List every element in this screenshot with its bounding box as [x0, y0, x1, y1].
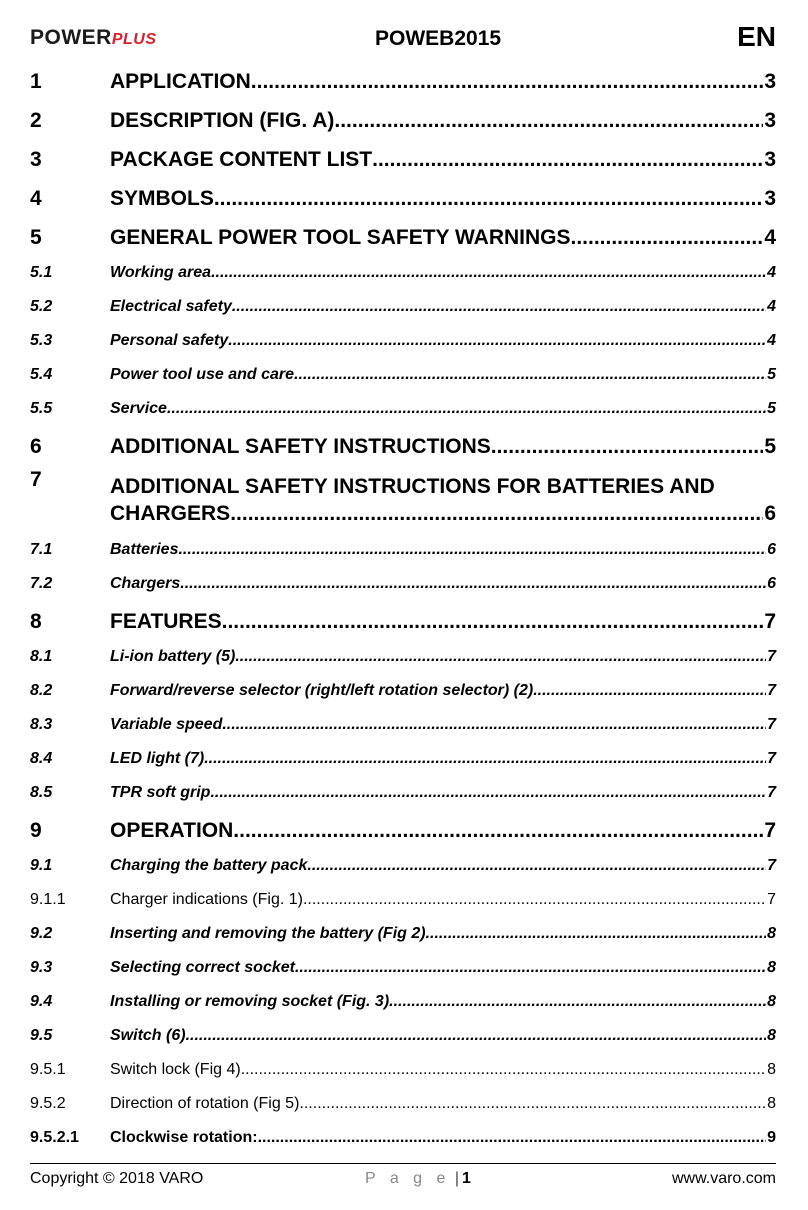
toc-entry-number: 7.2 [30, 575, 53, 592]
toc-entry-title: ADDITIONAL SAFETY INSTRUCTIONS [110, 435, 491, 458]
toc-leader [204, 750, 766, 768]
toc-entry-number: 4 [30, 187, 42, 210]
toc-leader [307, 857, 766, 875]
toc-entry-title: Switch lock (Fig 4) [110, 1061, 241, 1078]
toc-entry-title: Li-ion battery (5) [110, 648, 236, 665]
toc-entry-number: 5.4 [30, 366, 53, 383]
toc-subentry[interactable] [30, 532, 776, 566]
toc-entry-title: Batteries [110, 541, 179, 558]
toc-entry-number: 5 [30, 226, 42, 249]
toc-entry-number: 9 [30, 819, 42, 842]
brand-logo: POWERPLUS [30, 26, 157, 49]
toc-entry-title: Forward/reverse selector (right/left rotation selector) (2) [110, 682, 534, 699]
toc-subentry[interactable] [30, 775, 776, 809]
footer-divider [30, 1163, 776, 1164]
toc-entry-number: 2 [30, 109, 42, 132]
toc-entry-title: Inserting and removing the battery (Fig 2) [110, 925, 426, 942]
toc-entry-page: 8 [767, 993, 776, 1010]
table-of-contents [30, 60, 776, 1154]
toc-entry-number: 3 [30, 148, 42, 171]
page-header [0, 0, 808, 60]
toc-entry-title: Selecting correct socket [110, 959, 295, 976]
toc-subentry[interactable] [30, 639, 776, 673]
toc-entry-title: SYMBOLS [110, 187, 214, 210]
toc-entry-number: 8.5 [30, 784, 53, 801]
toc-entry-page: 6 [764, 502, 776, 525]
toc-entry-page: 3 [764, 187, 776, 210]
toc-subentry[interactable] [30, 566, 776, 600]
toc-subentry[interactable] [30, 323, 776, 357]
toc-subsubentry[interactable] [30, 1120, 776, 1154]
toc-subentry[interactable] [30, 950, 776, 984]
toc-leader [251, 70, 764, 94]
toc-subentry[interactable] [30, 916, 776, 950]
page-indicator [365, 1170, 471, 1188]
toc-entry-number: 6 [30, 435, 42, 458]
toc-entry-title: APPLICATION [110, 70, 251, 93]
toc-entry-page: 6 [767, 575, 776, 592]
toc-entry-page: 3 [764, 70, 776, 93]
toc-entry-page: 8 [767, 959, 776, 976]
toc-entry-title-line2: CHARGERS [110, 502, 231, 525]
toc-subentry[interactable] [30, 357, 776, 391]
toc-entry-number: 7.1 [30, 541, 53, 558]
toc-entry-page: 5 [767, 366, 776, 383]
toc-entry-title: GENERAL POWER TOOL SAFETY WARNINGS [110, 226, 571, 249]
toc-entry-title: Personal safety [110, 332, 229, 349]
toc-leader [294, 366, 766, 384]
toc-entry-number: 9.5 [30, 1027, 53, 1044]
toc-entry-number: 8.2 [30, 682, 53, 699]
toc-entry-title-line1: ADDITIONAL SAFETY INSTRUCTIONS FOR BATTERIES AND [110, 475, 715, 498]
toc-entry-number: 5.3 [30, 332, 53, 349]
toc-entry-number: 9.1 [30, 857, 53, 874]
toc-subentry[interactable] [30, 391, 776, 425]
page-label: P a g e [365, 1170, 451, 1187]
toc-leader [372, 148, 763, 172]
model-number: POWEB2015 [375, 27, 502, 50]
toc-entry[interactable] [30, 464, 776, 532]
toc-entry-title: Charger indications (Fig. 1) [110, 891, 303, 908]
toc-entry-number: 9.5.2.1 [30, 1129, 79, 1146]
toc-entry-title: PACKAGE CONTENT LIST [110, 148, 373, 171]
toc-entry-page: 9 [767, 1129, 776, 1146]
toc-entry-page: 8 [767, 1095, 776, 1112]
toc-entry[interactable] [30, 809, 776, 848]
toc-subentry[interactable] [30, 741, 776, 775]
toc-entry-page: 5 [764, 435, 776, 458]
toc-leader [334, 109, 763, 133]
toc-entry-title: OPERATION [110, 819, 234, 842]
toc-leader [211, 264, 766, 282]
toc-entry-title: Chargers [110, 575, 181, 592]
toc-entry-page: 7 [767, 648, 776, 665]
toc-entry-page: 7 [767, 891, 776, 908]
toc-entry-title: Variable speed [110, 716, 223, 733]
toc-entry-page: 4 [764, 226, 776, 249]
toc-entry-number: 9.5.1 [30, 1061, 66, 1078]
toc-entry-title: Switch (6) [110, 1027, 186, 1044]
toc-leader [241, 1061, 766, 1079]
toc-entry[interactable] [30, 600, 776, 639]
page-separator: | [454, 1170, 460, 1187]
toc-entry-page: 8 [767, 1027, 776, 1044]
toc-entry-title: TPR soft grip [110, 784, 211, 801]
toc-subentry[interactable] [30, 707, 776, 741]
toc-entry-title: Direction of rotation (Fig 5) [110, 1095, 300, 1112]
toc-entry[interactable] [30, 99, 776, 138]
toc-entry-page: 7 [767, 682, 776, 699]
toc-leader [214, 187, 763, 211]
website-link[interactable]: www.varo.com [671, 1170, 776, 1187]
toc-entry-title: Power tool use and care [110, 366, 295, 383]
toc-entry-title: LED light (7) [110, 750, 205, 767]
toc-subentry[interactable] [30, 848, 776, 882]
toc-entry-number: 8.3 [30, 716, 53, 733]
toc-leader [299, 1095, 766, 1113]
page-number: 1 [462, 1170, 471, 1187]
toc-subsubentry[interactable] [30, 1052, 776, 1086]
toc-entry-page: 5 [767, 400, 776, 417]
toc-entry-title: Charging the battery pack [110, 857, 308, 874]
toc-entry-number: 5.5 [30, 400, 53, 417]
toc-entry-page: 7 [764, 819, 776, 842]
toc-entry-title: FEATURES [110, 610, 222, 633]
toc-entry-number: 5.1 [30, 264, 53, 281]
toc-leader [303, 891, 766, 909]
toc-entry-title: Clockwise rotation: [110, 1129, 258, 1146]
toc-entry[interactable] [30, 177, 776, 216]
toc-entry-number: 9.3 [30, 959, 53, 976]
toc-leader [235, 648, 766, 666]
toc-entry-page: 7 [767, 750, 776, 767]
toc-leader [210, 784, 766, 802]
toc-entry-page: 3 [764, 148, 776, 171]
page-footer [30, 1170, 776, 1194]
toc-subsubentry[interactable] [30, 1086, 776, 1120]
toc-leader [186, 1027, 767, 1045]
toc-leader [426, 925, 767, 943]
language-code: EN [737, 21, 776, 52]
toc-entry-page: 8 [767, 925, 776, 942]
toc-entry-number: 5.2 [30, 298, 53, 315]
toc-leader [222, 716, 766, 734]
toc-entry[interactable] [30, 60, 776, 99]
toc-entry-page: 4 [767, 264, 776, 281]
toc-entry-title: Installing or removing socket (Fig. 3) [110, 993, 390, 1010]
toc-leader [258, 1129, 767, 1147]
toc-subentry[interactable] [30, 1018, 776, 1052]
toc-leader [167, 400, 766, 418]
toc-entry-page: 3 [764, 109, 776, 132]
toc-leader [230, 500, 763, 527]
copyright-text: Copyright © 2018 VARO [30, 1170, 204, 1187]
toc-entry-title: Electrical safety [110, 298, 232, 315]
toc-subentry[interactable] [30, 289, 776, 323]
toc-entry-number: 9.2 [30, 925, 53, 942]
toc-entry-page: 4 [767, 332, 776, 349]
toc-entry-title: DESCRIPTION (FIG. A) [110, 109, 335, 132]
toc-entry-page: 4 [767, 298, 776, 315]
toc-leader [295, 959, 766, 977]
toc-entry-title: Working area [110, 264, 212, 281]
toc-leader [180, 575, 766, 593]
toc-leader [389, 993, 766, 1011]
toc-entry-page: 7 [767, 716, 776, 733]
toc-leader [571, 226, 764, 250]
toc-entry-page: 6 [767, 541, 776, 558]
toc-entry-number: 9.1.1 [30, 891, 66, 908]
toc-entry[interactable] [30, 216, 776, 255]
toc-entry-number: 8.4 [30, 750, 53, 767]
toc-entry-number: 9.5.2 [30, 1095, 66, 1112]
toc-leader [491, 435, 764, 459]
toc-entry-title: Service [110, 400, 167, 417]
toc-entry-page: 7 [767, 857, 776, 874]
toc-entry-page: 8 [767, 1061, 776, 1078]
toc-entry-number: 8 [30, 610, 42, 633]
toc-leader [178, 541, 766, 559]
toc-entry-number: 1 [30, 70, 42, 93]
toc-subentry[interactable] [30, 673, 776, 707]
toc-entry-number: 9.4 [30, 993, 53, 1010]
toc-subsubentry[interactable] [30, 882, 776, 916]
toc-entry-page: 7 [767, 784, 776, 801]
toc-leader [232, 298, 766, 316]
toc-entry-page: 7 [764, 610, 776, 633]
toc-entry-number: 7 [30, 468, 42, 491]
toc-entry-number: 8.1 [30, 648, 53, 665]
toc-subentry[interactable] [30, 984, 776, 1018]
toc-leader [228, 332, 766, 350]
toc-leader [533, 682, 766, 700]
toc-leader [222, 610, 764, 634]
toc-entry[interactable] [30, 425, 776, 464]
toc-subentry[interactable] [30, 255, 776, 289]
toc-entry[interactable] [30, 138, 776, 177]
toc-leader [233, 819, 763, 843]
